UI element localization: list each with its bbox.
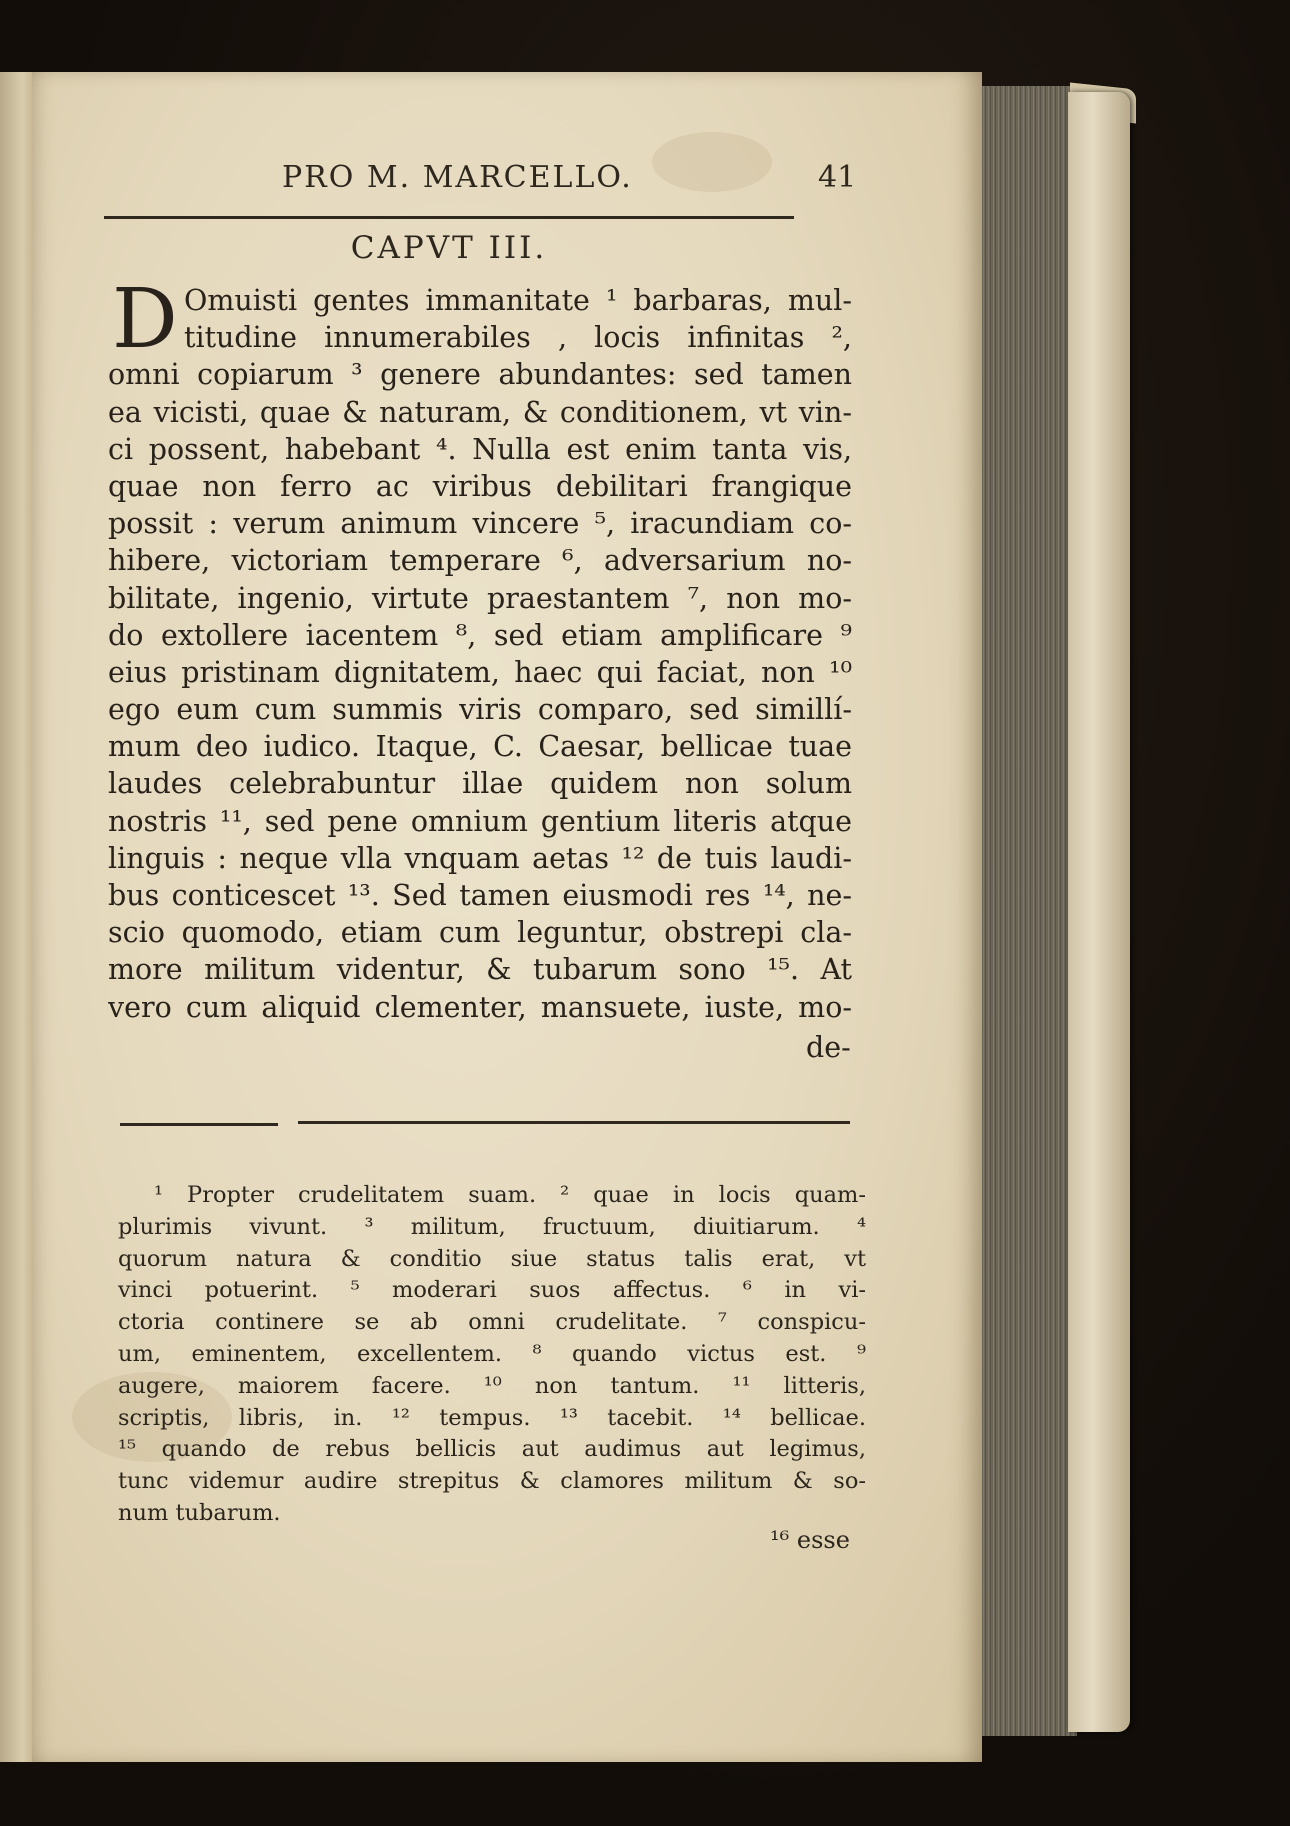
footnote-line: plurimis vivunt. ³ militum, fructuum, diuitiarum. ⁴ (118, 1213, 866, 1240)
text-line: hibere, victoriam temperare ⁶, adversarium no- (108, 544, 852, 578)
footnote-line: ¹ Propter crudelitatem suam. ² quae in locis quam- (154, 1182, 866, 1208)
book-cover-edge (1068, 92, 1130, 1732)
footnote-rule-short (120, 1123, 278, 1126)
text-line: ea vicisti, quae & naturam, & conditionem, vt vin- (108, 395, 852, 429)
text-line: scio quomodo, etiam cum leguntur, obstrepi cla- (108, 916, 852, 950)
footnote-line: vinci potuerint. ⁵ moderari suos affectus. ⁶ in vi- (118, 1277, 866, 1304)
text-line: do extollere iacentem ⁸, sed etiam amplificare ⁹ (108, 618, 852, 652)
book-fore-edge (975, 86, 1077, 1736)
footnote-rule-long (298, 1121, 850, 1124)
text-line: titudine innumerabiles , locis infinitas ², (184, 321, 852, 355)
text-line: ego eum cum summis viris comparo, sed simillí- (108, 693, 852, 727)
text-line: quae non ferro ac viribus debilitari frangique (108, 469, 852, 503)
footnote-line: ctoria continere se ab omni crudelitate. ⁷ conspicu- (118, 1309, 866, 1336)
text-line: bilitate, ingenio, virtute praestantem ⁷, non mo- (108, 581, 852, 615)
footnote-line: quorum natura & conditio siue status talis erat, vt (118, 1245, 866, 1272)
text-line: more militum videntur, & tubarum sono ¹⁵. At (108, 953, 852, 987)
text-line: ci possent, habebant ⁴. Nulla est enim tanta vis, (108, 432, 852, 466)
page-number: 41 (818, 160, 857, 195)
text-line: bus conticescet ¹³. Sed tamen eiusmodi res ¹⁴, ne- (108, 879, 852, 912)
paper-stain (652, 132, 772, 192)
body-text (108, 272, 852, 1026)
text-line: laudes celebrabuntur illae quidem non solum (108, 767, 852, 801)
left-page-edge (0, 72, 33, 1762)
catchword: de- (806, 1031, 851, 1064)
text-line: nostris ¹¹, sed pene omnium gentium literis atque (108, 804, 852, 838)
header-rule (104, 216, 794, 219)
text-line: mum deo iudico. Itaque, C. Caesar, bellicae tuae (108, 730, 852, 764)
footnote-catchword: ¹⁶ esse (770, 1526, 850, 1554)
text-line: possit : verum animum vincere ⁵, iracundiam co- (108, 507, 852, 541)
footnote-line: num tubarum. (118, 1499, 281, 1526)
footnote-line: ¹⁵ quando de rebus bellicis aut audimus aut legimus, (118, 1436, 866, 1463)
footnote-line: scriptis, libris, in. ¹² tempus. ¹³ tacebit. ¹⁴ bellicae. (118, 1404, 866, 1431)
text-line: linguis : neque vlla vnquam aetas ¹² de tuis laudi- (108, 841, 852, 875)
footnotes (118, 1180, 866, 1530)
running-head: PRO M. MARCELLO. (282, 160, 633, 195)
text-line: eius pristinam dignitatem, haec qui faciat, non ¹⁰ (108, 655, 852, 689)
chapter-title: CAPVT III. (350, 230, 548, 266)
text-line: omni copiarum ³ genere abundantes: sed tamen (108, 358, 852, 392)
text-line: Omuisti gentes immanitate ¹ barbaras, mul- (184, 284, 852, 317)
drop-cap: D (112, 272, 178, 367)
footnote-line: um, eminentem, excellentem. ⁸ quando victus est. ⁹ (118, 1340, 866, 1367)
footnote-line: augere, maiorem facere. ¹⁰ non tantum. ¹¹ litteris, (118, 1372, 866, 1399)
footnote-line: tunc videmur audire strepitus & clamores militum & so- (118, 1468, 866, 1495)
text-line: vero cum aliquid clementer, mansuete, iuste, mo- (108, 990, 852, 1024)
